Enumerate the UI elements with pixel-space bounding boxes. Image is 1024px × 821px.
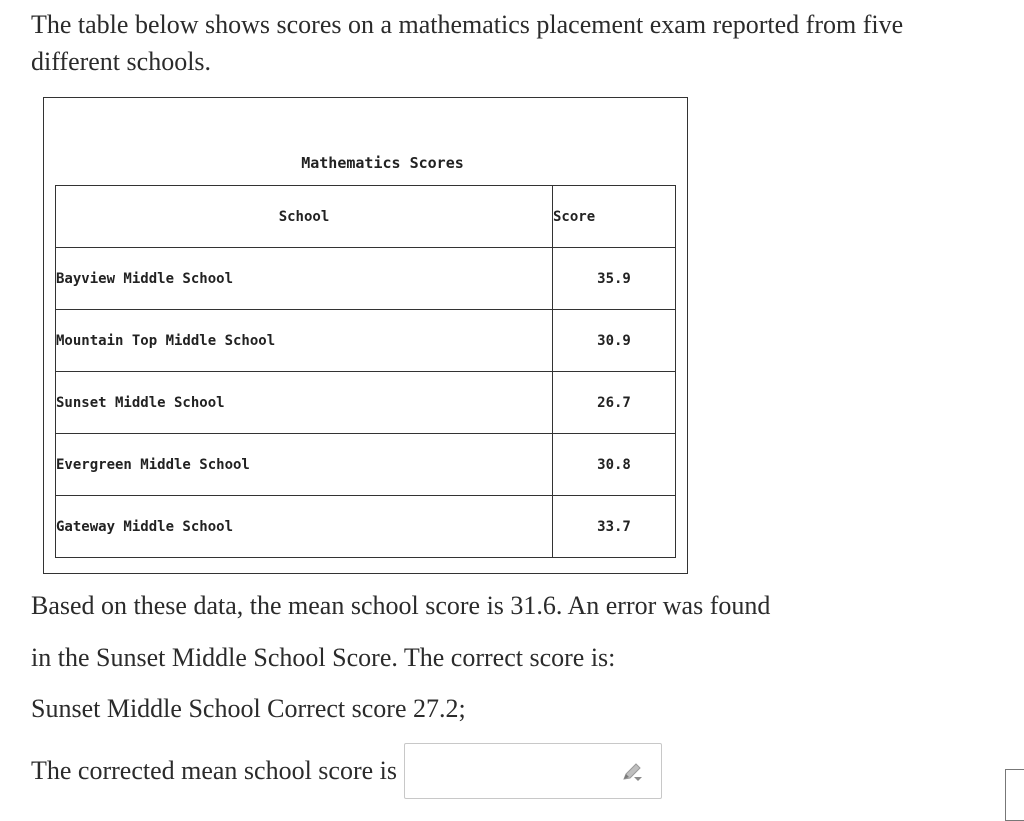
school-score: 33.7 [553,496,676,558]
answer-box[interactable] [404,743,662,799]
mean-info-line-1: Based on these data, the mean school score is 31.6. An error was found [31,591,771,620]
school-name: Bayview Middle School [56,248,553,310]
scores-table-frame [43,97,688,574]
school-name: Sunset Middle School [56,372,553,434]
question-intro: The table below shows scores on a mathematics placement exam reported from five different schools. [31,10,904,76]
table-row [56,310,676,372]
school-score: 30.9 [553,310,676,372]
pencil-icon[interactable] [621,760,645,784]
answer-input[interactable] [405,744,625,796]
table-row [56,372,676,434]
table-row [56,434,676,496]
school-score: 35.9 [553,248,676,310]
table-header-row [56,186,676,248]
table-row [56,496,676,558]
header-school: School [56,186,553,248]
correct-score-line: Sunset Middle School Correct score 27.2; [31,694,466,723]
school-score: 30.8 [553,434,676,496]
mean-info-line-2: in the Sunset Middle School Score. The correct score is: [31,643,616,672]
school-score: 26.7 [553,372,676,434]
header-score: Score [553,186,676,248]
answer-row [31,743,662,799]
scores-table [55,185,676,558]
table-title: Mathematics Scores [301,154,464,172]
school-name: Evergreen Middle School [56,434,553,496]
school-name: Mountain Top Middle School [56,310,553,372]
answer-label: The corrected mean school score is [31,756,398,785]
table-row [56,248,676,310]
side-panel-edge [1005,769,1024,821]
school-name: Gateway Middle School [56,496,553,558]
